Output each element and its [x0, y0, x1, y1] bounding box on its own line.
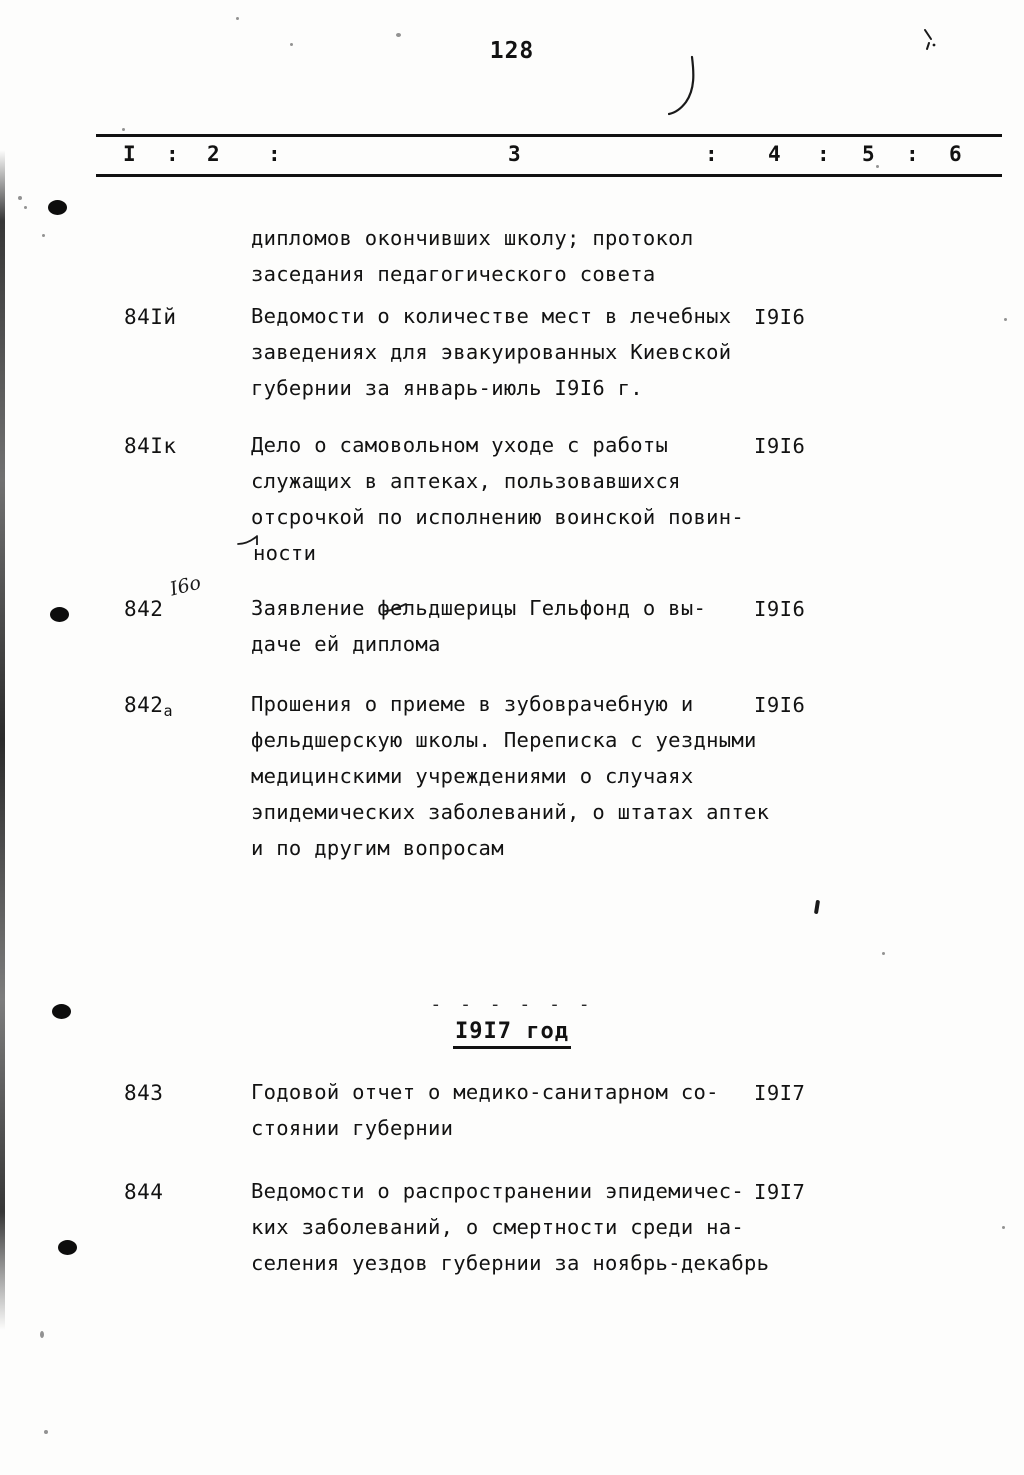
scan-speck	[1004, 318, 1007, 321]
entry-code-main: 842	[124, 693, 164, 717]
entry-line: эпидемических заболеваний, о штатах аптек	[251, 800, 770, 824]
scan-speck	[396, 33, 401, 37]
header-rule-bottom	[96, 174, 1002, 177]
entry-line: заведениях для эвакуированных Киевской	[251, 340, 732, 364]
hole-punch-mark	[50, 607, 69, 622]
entry-code: 84Iй	[124, 305, 177, 329]
year-section-heading	[0, 994, 1024, 1044]
entry-line: фельдшерскую школы. Переписка с уездными	[251, 728, 757, 752]
entry-year: I9I7	[754, 1081, 806, 1105]
heading-dashed-rule: - - - - - -	[430, 994, 594, 1015]
column-header-4: 4	[768, 142, 781, 166]
entry-line: и по другим вопросам	[251, 836, 504, 860]
entry-code: 842	[124, 597, 164, 621]
entry-code-suffix: а	[163, 702, 173, 720]
entry-year: I9I6	[754, 597, 806, 621]
column-separator: :	[705, 142, 718, 166]
entry-line: Ведомости о количестве мест в лечебных	[251, 304, 732, 328]
entry-line: Прошения о приеме в зубоврачебную и	[251, 692, 694, 716]
scan-speck	[1002, 1226, 1005, 1229]
entry-description	[251, 298, 811, 406]
entry-year: I9I6	[754, 305, 806, 329]
page-number: 128	[489, 38, 535, 64]
entry-description	[251, 590, 811, 662]
entry-code	[124, 693, 173, 720]
entry-line: ности	[253, 541, 317, 565]
column-header-6: 6	[949, 142, 962, 166]
entry-line: Ведомости о распространении эпидемичес-	[251, 1179, 745, 1203]
scan-speck	[40, 1331, 44, 1338]
entry-description	[251, 1074, 811, 1146]
scan-speck	[42, 234, 45, 237]
entry-line: даче ей диплома	[251, 632, 441, 656]
handwritten-correction-stroke	[237, 535, 267, 545]
entry-line: губернии за январь-июль I9I6 г.	[251, 376, 643, 400]
scan-speck	[18, 196, 22, 200]
column-separator: :	[166, 142, 179, 166]
entry-year: I9I6	[754, 693, 806, 717]
column-separator: :	[268, 142, 281, 166]
entry-line: ких заболеваний, о смертности среди на-	[251, 1215, 745, 1239]
entry-description	[251, 427, 811, 571]
scan-speck	[882, 952, 885, 955]
scan-speck	[236, 17, 239, 20]
ink-smudge-mark	[814, 900, 820, 914]
entry-line: селения уездов губернии за ноябрь-декабрь	[251, 1251, 770, 1275]
entry-description	[251, 1173, 831, 1281]
column-header-1: I	[123, 142, 136, 166]
entry-year: I9I6	[754, 434, 806, 458]
handwritten-annotation: I6о	[167, 571, 204, 601]
entry-line: отсрочкой по исполнению воинской повин-	[251, 505, 745, 529]
entry-code: 843	[124, 1081, 164, 1105]
scan-speck	[876, 165, 879, 168]
entry-line: Годовой отчет о медико-санитарном со-	[251, 1080, 719, 1104]
entry-line: Заявление фельдшерицы Гельфонд о вы-	[251, 596, 707, 620]
entry-line: медицинскими учреждениями о случаях	[251, 764, 694, 788]
entry-line: Дело о самовольном уходе с работы	[251, 433, 669, 457]
entry-description	[251, 220, 811, 292]
column-separator: :	[906, 142, 919, 166]
entry-line: стоянии губернии	[251, 1116, 454, 1140]
scan-edge-shadow	[0, 150, 5, 1330]
header-rule-top	[96, 134, 1002, 137]
scan-speck	[122, 128, 125, 131]
handwritten-correction-stroke	[384, 603, 414, 613]
hole-punch-hole-mark	[58, 1240, 77, 1255]
column-header-5: 5	[862, 142, 875, 166]
scan-speck	[24, 206, 27, 209]
entry-line: заседания педагогического совета	[251, 262, 656, 286]
column-header-3: 3	[508, 142, 521, 166]
pen-stroke-mark	[668, 55, 714, 117]
column-separator: :	[817, 142, 830, 166]
entry-year: I9I7	[754, 1180, 806, 1204]
entry-code: 844	[124, 1180, 164, 1204]
entry-line: служащих в аптеках, пользовавшихся	[251, 469, 681, 493]
column-header-2: 2	[207, 142, 220, 166]
scan-speck	[44, 1430, 48, 1434]
entry-line: дипломов окончивших школу; протокол	[251, 226, 694, 250]
entry-code: 84Iк	[124, 434, 177, 458]
entry-description	[251, 686, 831, 866]
hole-punch-mark	[48, 200, 67, 215]
heading-label: I9I7 год	[453, 1019, 571, 1049]
